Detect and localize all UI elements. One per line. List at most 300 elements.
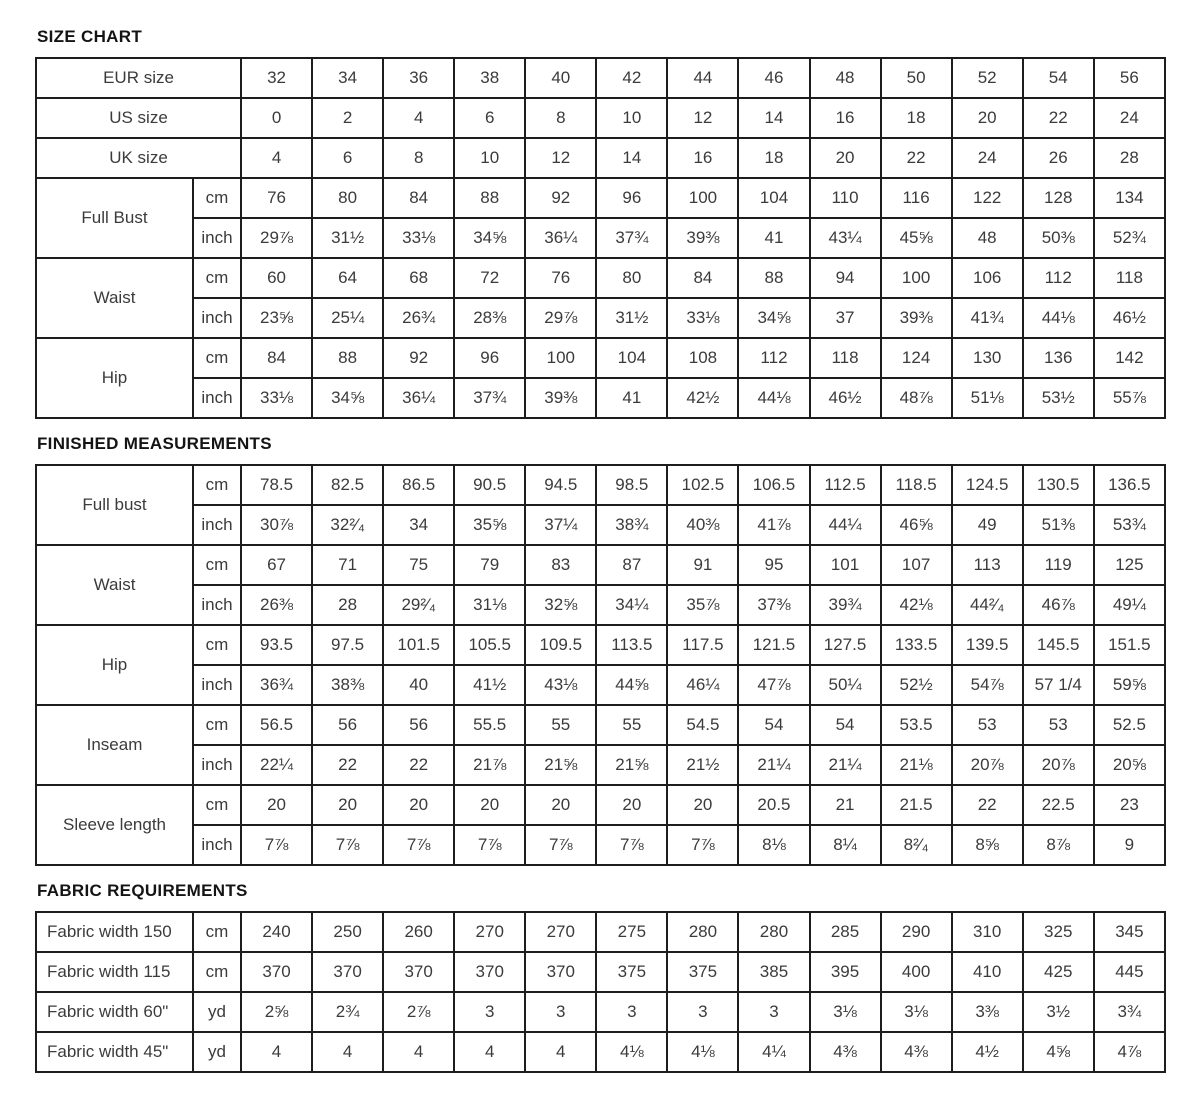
value-cell: 46½ — [1094, 298, 1165, 338]
value-cell: 2⅝ — [241, 992, 312, 1032]
value-cell: 52 — [952, 58, 1023, 98]
value-cell: 39⅜ — [667, 218, 738, 258]
value-cell: 4⅛ — [596, 1032, 667, 1072]
row-label: Fabric width 150 — [36, 912, 193, 952]
row-label: Full bust — [36, 465, 193, 545]
value-cell: 56.5 — [241, 705, 312, 745]
value-cell: 56 — [1094, 58, 1165, 98]
value-cell: 101 — [810, 545, 881, 585]
value-cell: 125 — [1094, 545, 1165, 585]
value-cell: 112 — [738, 338, 809, 378]
value-cell: 4⅝ — [1023, 1032, 1094, 1072]
value-cell: 44⅛ — [1023, 298, 1094, 338]
value-cell: 36 — [383, 58, 454, 98]
value-cell: 10 — [596, 98, 667, 138]
value-cell: 112.5 — [810, 465, 881, 505]
value-cell: 53¾ — [1094, 505, 1165, 545]
value-cell: 80 — [596, 258, 667, 298]
value-cell: 10 — [454, 138, 525, 178]
value-cell: 41 — [738, 218, 809, 258]
value-cell: 93.5 — [241, 625, 312, 665]
value-cell: 107 — [881, 545, 952, 585]
value-cell: 445 — [1094, 952, 1165, 992]
value-cell: 3 — [738, 992, 809, 1032]
value-cell: 4 — [454, 1032, 525, 1072]
table-row — [36, 952, 1165, 992]
value-cell: 290 — [881, 912, 952, 952]
value-cell: 151.5 — [1094, 625, 1165, 665]
value-cell: 42⅛ — [881, 585, 952, 625]
table-row — [36, 378, 1165, 418]
value-cell: 50⅜ — [1023, 218, 1094, 258]
value-cell: 133.5 — [881, 625, 952, 665]
value-cell: 3 — [596, 992, 667, 1032]
value-cell: 118.5 — [881, 465, 952, 505]
value-cell: 20 — [383, 785, 454, 825]
value-cell: 8 — [383, 138, 454, 178]
value-cell: 134 — [1094, 178, 1165, 218]
value-cell: 28 — [1094, 138, 1165, 178]
value-cell: 14 — [738, 98, 809, 138]
value-cell: 118 — [1094, 258, 1165, 298]
value-cell: 20 — [596, 785, 667, 825]
value-cell: 43¼ — [810, 218, 881, 258]
value-cell: 33⅛ — [667, 298, 738, 338]
value-cell: 50¼ — [810, 665, 881, 705]
value-cell: 21½ — [667, 745, 738, 785]
value-cell: 370 — [454, 952, 525, 992]
table-row — [36, 58, 1165, 98]
section-fabric-requirements — [35, 882, 1166, 1073]
value-cell: 136 — [1023, 338, 1094, 378]
value-cell: 88 — [454, 178, 525, 218]
value-cell: 38¾ — [596, 505, 667, 545]
value-cell: 7⅞ — [454, 825, 525, 865]
table-row — [36, 298, 1165, 338]
value-cell: 6 — [312, 138, 383, 178]
value-cell: 82.5 — [312, 465, 383, 505]
value-cell: 12 — [525, 138, 596, 178]
value-cell: 53½ — [1023, 378, 1094, 418]
value-cell: 100 — [525, 338, 596, 378]
value-cell: 43⅛ — [525, 665, 596, 705]
value-cell: 345 — [1094, 912, 1165, 952]
value-cell: 52¾ — [1094, 218, 1165, 258]
value-cell: 20⅞ — [952, 745, 1023, 785]
unit-cell: cm — [193, 545, 241, 585]
unit-cell: inch — [193, 665, 241, 705]
value-cell: 370 — [241, 952, 312, 992]
value-cell: 96 — [454, 338, 525, 378]
value-cell: 3 — [454, 992, 525, 1032]
value-cell: 310 — [952, 912, 1023, 952]
row-label: US size — [36, 98, 241, 138]
value-cell: 49 — [952, 505, 1023, 545]
value-cell: 136.5 — [1094, 465, 1165, 505]
value-cell: 20⅝ — [1094, 745, 1165, 785]
value-cell: 18 — [881, 98, 952, 138]
value-cell: 20 — [241, 785, 312, 825]
value-cell: 46½ — [810, 378, 881, 418]
value-cell: 55.5 — [454, 705, 525, 745]
row-label: Hip — [36, 338, 193, 418]
value-cell: 112 — [1023, 258, 1094, 298]
value-cell: 51⅜ — [1023, 505, 1094, 545]
value-cell: 47⅞ — [738, 665, 809, 705]
unit-cell: cm — [193, 912, 241, 952]
unit-cell: yd — [193, 1032, 241, 1072]
value-cell: 425 — [1023, 952, 1094, 992]
value-cell: 34¼ — [596, 585, 667, 625]
value-cell: 130.5 — [1023, 465, 1094, 505]
value-cell: 36¼ — [525, 218, 596, 258]
value-cell: 119 — [1023, 545, 1094, 585]
value-cell: 84 — [241, 338, 312, 378]
value-cell: 55⅞ — [1094, 378, 1165, 418]
value-cell: 84 — [383, 178, 454, 218]
unit-cell: inch — [193, 218, 241, 258]
value-cell: 124 — [881, 338, 952, 378]
value-cell: 4⅞ — [1094, 1032, 1165, 1072]
value-cell: 6 — [454, 98, 525, 138]
value-cell: 48 — [810, 58, 881, 98]
value-cell: 26 — [1023, 138, 1094, 178]
unit-cell: yd — [193, 992, 241, 1032]
value-cell: 4 — [525, 1032, 596, 1072]
value-cell: 64 — [312, 258, 383, 298]
value-cell: 117.5 — [667, 625, 738, 665]
value-cell: 48⅞ — [881, 378, 952, 418]
value-cell: 20.5 — [738, 785, 809, 825]
value-cell: 44²⁄₄ — [952, 585, 1023, 625]
value-cell: 44⅝ — [596, 665, 667, 705]
value-cell: 8²⁄₄ — [881, 825, 952, 865]
value-cell: 270 — [454, 912, 525, 952]
unit-cell: cm — [193, 338, 241, 378]
table-row — [36, 825, 1165, 865]
value-cell: 96 — [596, 178, 667, 218]
section-finished-measurements — [35, 435, 1166, 866]
value-cell: 20 — [810, 138, 881, 178]
value-cell: 88 — [738, 258, 809, 298]
value-cell: 20 — [454, 785, 525, 825]
table-row — [36, 625, 1165, 665]
value-cell: 105.5 — [454, 625, 525, 665]
finished-measurements-title: FINISHED MEASUREMENTS — [37, 434, 272, 453]
table-row — [36, 665, 1165, 705]
value-cell: 33⅛ — [383, 218, 454, 258]
value-cell: 46¼ — [667, 665, 738, 705]
value-cell: 4 — [241, 1032, 312, 1072]
value-cell: 92 — [383, 338, 454, 378]
value-cell: 26⅜ — [241, 585, 312, 625]
value-cell: 28 — [312, 585, 383, 625]
table-row — [36, 785, 1165, 825]
value-cell: 44 — [667, 58, 738, 98]
value-cell: 21⅝ — [525, 745, 596, 785]
value-cell: 54 — [738, 705, 809, 745]
value-cell: 4½ — [952, 1032, 1023, 1072]
value-cell: 128 — [1023, 178, 1094, 218]
value-cell: 400 — [881, 952, 952, 992]
value-cell: 28⅜ — [454, 298, 525, 338]
row-label: Inseam — [36, 705, 193, 785]
value-cell: 41½ — [454, 665, 525, 705]
value-cell: 20 — [667, 785, 738, 825]
value-cell: 49¼ — [1094, 585, 1165, 625]
value-cell: 3 — [667, 992, 738, 1032]
value-cell: 84 — [667, 258, 738, 298]
value-cell: 34⅝ — [312, 378, 383, 418]
value-cell: 32²⁄₄ — [312, 505, 383, 545]
value-cell: 240 — [241, 912, 312, 952]
table-row — [36, 218, 1165, 258]
value-cell: 325 — [1023, 912, 1094, 952]
value-cell: 142 — [1094, 338, 1165, 378]
value-cell: 34⅝ — [454, 218, 525, 258]
value-cell: 3 — [525, 992, 596, 1032]
value-cell: 35⅞ — [667, 585, 738, 625]
size-chart-table — [35, 57, 1166, 419]
value-cell: 270 — [525, 912, 596, 952]
value-cell: 36¾ — [241, 665, 312, 705]
value-cell: 36¼ — [383, 378, 454, 418]
value-cell: 55 — [596, 705, 667, 745]
value-cell: 410 — [952, 952, 1023, 992]
value-cell: 106 — [952, 258, 1023, 298]
value-cell: 38 — [454, 58, 525, 98]
row-label: UK size — [36, 138, 241, 178]
value-cell: 8⅞ — [1023, 825, 1094, 865]
value-cell: 92 — [525, 178, 596, 218]
value-cell: 101.5 — [383, 625, 454, 665]
value-cell: 24 — [952, 138, 1023, 178]
fabric-requirements-table — [35, 911, 1166, 1073]
value-cell: 4¼ — [738, 1032, 809, 1072]
value-cell: 20 — [525, 785, 596, 825]
value-cell: 23 — [1094, 785, 1165, 825]
value-cell: 3⅛ — [810, 992, 881, 1032]
value-cell: 29²⁄₄ — [383, 585, 454, 625]
value-cell: 22 — [952, 785, 1023, 825]
row-label: Fabric width 60" — [36, 992, 193, 1032]
value-cell: 4 — [383, 98, 454, 138]
value-cell: 37¾ — [596, 218, 667, 258]
value-cell: 395 — [810, 952, 881, 992]
value-cell: 59⅝ — [1094, 665, 1165, 705]
table-row — [36, 465, 1165, 505]
value-cell: 76 — [525, 258, 596, 298]
value-cell: 32 — [241, 58, 312, 98]
value-cell: 52½ — [881, 665, 952, 705]
value-cell: 88 — [312, 338, 383, 378]
value-cell: 60 — [241, 258, 312, 298]
value-cell: 46⅝ — [881, 505, 952, 545]
value-cell: 76 — [241, 178, 312, 218]
value-cell: 21.5 — [881, 785, 952, 825]
value-cell: 4 — [312, 1032, 383, 1072]
size-chart-title: SIZE CHART — [37, 27, 142, 46]
value-cell: 2 — [312, 98, 383, 138]
unit-cell: inch — [193, 378, 241, 418]
table-row — [36, 178, 1165, 218]
value-cell: 54 — [1023, 58, 1094, 98]
value-cell: 78.5 — [241, 465, 312, 505]
value-cell: 122 — [952, 178, 1023, 218]
unit-cell: inch — [193, 825, 241, 865]
value-cell: 7⅞ — [667, 825, 738, 865]
value-cell: 2⅞ — [383, 992, 454, 1032]
unit-cell: inch — [193, 745, 241, 785]
value-cell: 56 — [312, 705, 383, 745]
value-cell: 40 — [525, 58, 596, 98]
value-cell: 4 — [241, 138, 312, 178]
value-cell: 71 — [312, 545, 383, 585]
table-row — [36, 745, 1165, 785]
table-row — [36, 505, 1165, 545]
unit-cell: inch — [193, 585, 241, 625]
value-cell: 370 — [312, 952, 383, 992]
unit-cell: inch — [193, 505, 241, 545]
value-cell: 8⅛ — [738, 825, 809, 865]
value-cell: 26¾ — [383, 298, 454, 338]
value-cell: 33⅛ — [241, 378, 312, 418]
unit-cell: cm — [193, 465, 241, 505]
value-cell: 37¼ — [525, 505, 596, 545]
unit-cell: cm — [193, 952, 241, 992]
value-cell: 46⅞ — [1023, 585, 1094, 625]
value-cell: 29⅞ — [241, 218, 312, 258]
value-cell: 25¼ — [312, 298, 383, 338]
row-label: Full Bust — [36, 178, 193, 258]
value-cell: 21¼ — [738, 745, 809, 785]
value-cell: 41 — [596, 378, 667, 418]
value-cell: 44¼ — [810, 505, 881, 545]
value-cell: 67 — [241, 545, 312, 585]
value-cell: 8 — [525, 98, 596, 138]
value-cell: 21⅝ — [596, 745, 667, 785]
value-cell: 83 — [525, 545, 596, 585]
unit-cell: cm — [193, 258, 241, 298]
value-cell: 3⅛ — [881, 992, 952, 1032]
value-cell: 8⅝ — [952, 825, 1023, 865]
value-cell: 39¾ — [810, 585, 881, 625]
value-cell: 41⅞ — [738, 505, 809, 545]
value-cell: 375 — [667, 952, 738, 992]
unit-cell: cm — [193, 705, 241, 745]
value-cell: 31⅛ — [454, 585, 525, 625]
value-cell: 14 — [596, 138, 667, 178]
value-cell: 54.5 — [667, 705, 738, 745]
value-cell: 20 — [952, 98, 1023, 138]
value-cell: 104 — [596, 338, 667, 378]
value-cell: 95 — [738, 545, 809, 585]
value-cell: 22 — [881, 138, 952, 178]
value-cell: 54⅞ — [952, 665, 1023, 705]
table-row — [36, 258, 1165, 298]
section-size-chart — [35, 28, 1166, 419]
value-cell: 42½ — [667, 378, 738, 418]
value-cell: 30⅞ — [241, 505, 312, 545]
table-row — [36, 338, 1165, 378]
value-cell: 55 — [525, 705, 596, 745]
value-cell: 44⅛ — [738, 378, 809, 418]
value-cell: 130 — [952, 338, 1023, 378]
table-row — [36, 992, 1165, 1032]
value-cell: 4⅜ — [881, 1032, 952, 1072]
value-cell: 12 — [667, 98, 738, 138]
value-cell: 46 — [738, 58, 809, 98]
value-cell: 34 — [312, 58, 383, 98]
value-cell: 18 — [738, 138, 809, 178]
value-cell: 7⅞ — [596, 825, 667, 865]
table-row — [36, 912, 1165, 952]
value-cell: 3¾ — [1094, 992, 1165, 1032]
value-cell: 22¼ — [241, 745, 312, 785]
value-cell: 116 — [881, 178, 952, 218]
value-cell: 4⅛ — [667, 1032, 738, 1072]
value-cell: 4 — [383, 1032, 454, 1072]
value-cell: 48 — [952, 218, 1023, 258]
value-cell: 51⅛ — [952, 378, 1023, 418]
row-label: Waist — [36, 545, 193, 625]
value-cell: 21⅛ — [881, 745, 952, 785]
value-cell: 21⅞ — [454, 745, 525, 785]
value-cell: 108 — [667, 338, 738, 378]
row-label: Hip — [36, 625, 193, 705]
value-cell: 94 — [810, 258, 881, 298]
value-cell: 72 — [454, 258, 525, 298]
value-cell: 79 — [454, 545, 525, 585]
table-row — [36, 705, 1165, 745]
value-cell: 37⅜ — [738, 585, 809, 625]
value-cell: 21¼ — [810, 745, 881, 785]
value-cell: 7⅞ — [383, 825, 454, 865]
value-cell: 29⅞ — [525, 298, 596, 338]
value-cell: 86.5 — [383, 465, 454, 505]
value-cell: 39⅜ — [881, 298, 952, 338]
value-cell: 22 — [312, 745, 383, 785]
value-cell: 22.5 — [1023, 785, 1094, 825]
unit-cell: cm — [193, 785, 241, 825]
row-label: Sleeve length — [36, 785, 193, 865]
value-cell: 52.5 — [1094, 705, 1165, 745]
value-cell: 145.5 — [1023, 625, 1094, 665]
value-cell: 285 — [810, 912, 881, 952]
value-cell: 56 — [383, 705, 454, 745]
value-cell: 87 — [596, 545, 667, 585]
value-cell: 39⅜ — [525, 378, 596, 418]
value-cell: 38⅜ — [312, 665, 383, 705]
value-cell: 40 — [383, 665, 454, 705]
value-cell: 91 — [667, 545, 738, 585]
value-cell: 53 — [952, 705, 1023, 745]
table-row — [36, 98, 1165, 138]
value-cell: 250 — [312, 912, 383, 952]
value-cell: 80 — [312, 178, 383, 218]
value-cell: 109.5 — [525, 625, 596, 665]
value-cell: 102.5 — [667, 465, 738, 505]
table-row — [36, 545, 1165, 585]
value-cell: 35⅝ — [454, 505, 525, 545]
value-cell: 3⅜ — [952, 992, 1023, 1032]
value-cell: 370 — [525, 952, 596, 992]
value-cell: 53 — [1023, 705, 1094, 745]
value-cell: 50 — [881, 58, 952, 98]
unit-cell: inch — [193, 298, 241, 338]
value-cell: 113.5 — [596, 625, 667, 665]
fabric-requirements-title: FABRIC REQUIREMENTS — [37, 881, 248, 900]
